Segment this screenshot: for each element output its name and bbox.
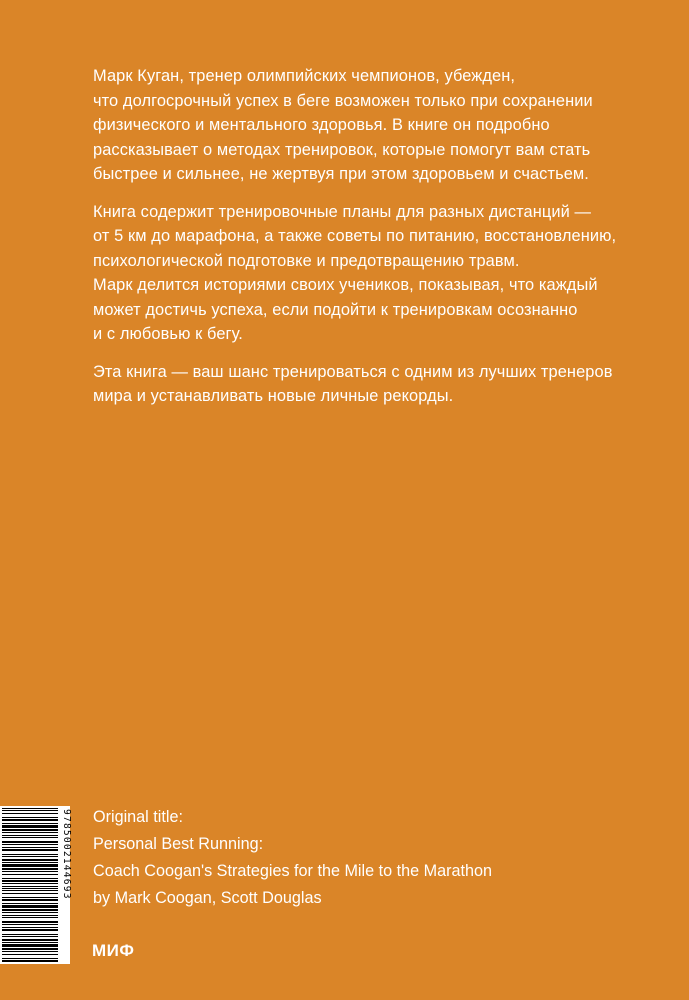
barcode-bar <box>2 835 58 836</box>
barcode-graphic <box>0 806 70 964</box>
barcode-bar <box>2 841 58 843</box>
barcode-bar <box>2 899 58 901</box>
barcode-bar <box>2 897 58 898</box>
barcode-bar <box>2 903 58 904</box>
isbn-digits: 9785002144693 <box>61 809 72 900</box>
barcode-bar <box>2 936 58 937</box>
barcode-bar <box>2 859 58 861</box>
isbn-barcode <box>0 806 70 964</box>
barcode-bar <box>2 856 58 857</box>
barcode-bar <box>2 871 58 872</box>
barcode-bar <box>2 954 58 955</box>
barcode-bar <box>2 905 58 908</box>
barcode-bar <box>2 944 58 947</box>
barcode-bar <box>2 832 58 833</box>
barcode-bar <box>2 917 58 918</box>
barcode-bar <box>2 888 58 889</box>
original-title-line-2: Coach Coogan's Strategies for the Mile to the Marathon <box>93 862 493 880</box>
original-title-label: Original title: <box>93 808 183 826</box>
barcode-bar <box>2 951 58 952</box>
barcode-bar <box>2 909 58 911</box>
barcode-bar <box>2 942 58 943</box>
barcode-bar <box>2 825 58 828</box>
barcode-bar <box>2 958 58 959</box>
original-authors: by Mark Coogan, Scott Douglas <box>93 889 322 907</box>
publisher-logo: МИФ <box>92 941 135 960</box>
barcode-bar <box>2 862 58 863</box>
barcode-bar <box>2 874 58 875</box>
barcode-bar <box>2 837 58 838</box>
barcode-bar <box>2 924 58 925</box>
barcode-bar <box>2 893 58 894</box>
barcode-bar <box>2 849 58 851</box>
barcode-bar <box>2 960 58 962</box>
barcode-bar <box>2 847 58 848</box>
barcode-bar <box>2 929 58 931</box>
barcode-bar <box>2 868 58 870</box>
blurb-paragraph-1: Марк Куган, тренер олимпийских чемпионов, убежден, что долгосрочный успех в беге возможен только при сохранении физического и ментального здоровья. В книге он подробно рассказывает о методах тренировок, которые помогут вам стать быстрее и сильнее, не жертвуя при этом здоровьем и счастьем. <box>93 67 593 183</box>
barcode-bar <box>2 854 58 855</box>
barcode-bar <box>2 829 58 831</box>
barcode-bar <box>2 813 58 814</box>
barcode-bar <box>2 934 58 935</box>
blurb-paragraph-3: Эта книга — ваш шанс тренироваться с одним из лучших тренеров мира и устанавливать новые личные рекорды. <box>93 362 613 405</box>
barcode-bar <box>2 808 58 809</box>
barcode-bar <box>2 878 58 879</box>
barcode-bar <box>2 880 58 882</box>
original-title-line-1: Personal Best Running: <box>93 835 264 853</box>
barcode-bar <box>2 921 58 923</box>
barcode-bar <box>2 886 58 887</box>
barcode-bar <box>2 890 58 891</box>
barcode-bar <box>2 817 58 818</box>
barcode-bar <box>2 864 58 867</box>
back-cover-blurb <box>93 64 653 409</box>
barcode-bar <box>2 915 58 916</box>
barcode-bar <box>2 883 58 884</box>
barcode-bar <box>2 844 58 845</box>
barcode-bar <box>2 810 58 811</box>
original-title-block <box>93 804 593 912</box>
barcode-bar <box>2 948 58 950</box>
barcode-bar <box>2 939 58 941</box>
barcode-bar <box>2 927 58 928</box>
barcode-bar <box>2 912 58 913</box>
barcode-bar <box>2 823 58 824</box>
barcode-bar <box>2 819 58 821</box>
blurb-paragraph-2: Книга содержит тренировочные планы для разных дистанций — от 5 км до марафона, а также советы по питанию, восстановлению, психологической подготовке и предотвращению травм. Марк делится историями своих учеников, показывая, что каждый может достичь успеха, если подойти к тренировкам осознанно и с любовью к бегу. <box>93 202 617 343</box>
